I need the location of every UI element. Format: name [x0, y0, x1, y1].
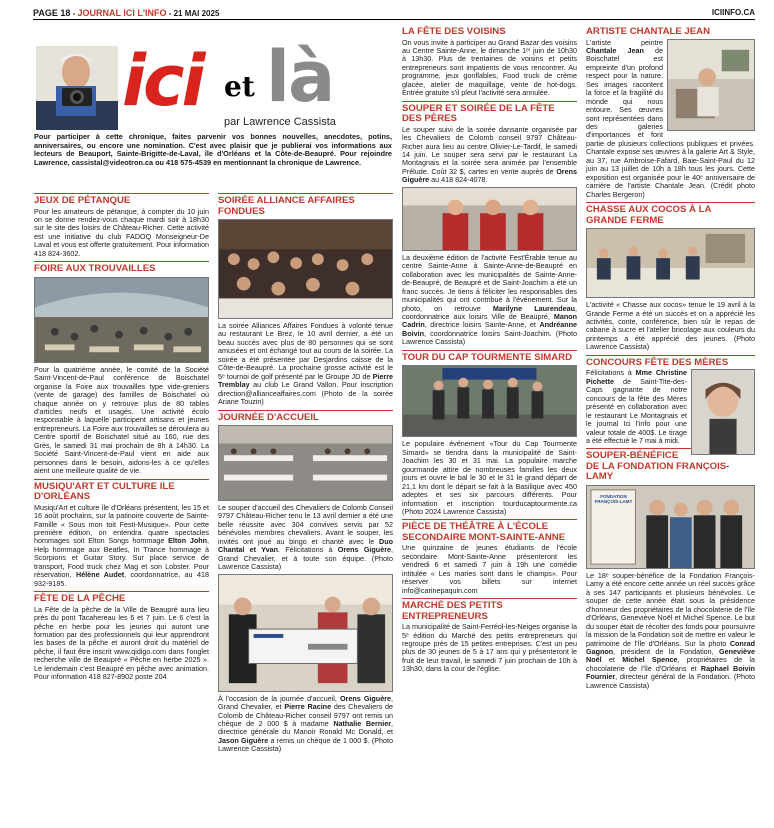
theatre-title: PIÈCE DE THÉÂTRE À L'ÉCOLE SECONDAIRE MONT-SAINTE-ANNE	[402, 519, 577, 543]
artiste-body: L'artiste peintre Chantale Jean de Boischatel est empreinte d'un profond respect pour la nature. Ses images racontent la force et la fragilité du monde qui nous entoure. Ses œuvres sont représentées dans des galeries d'importances et font partie de plusieurs collections publiques et privées. Chantale expose ses œuvres à la galerie Art & Style, au 37, rue Ambroise-Fafard, Baie-Saint-Paul du 12 juin au 13 juillet de 10h à 18h tous les jours. Cette exposition est organisée pour le 40ᵉ anniversaire de carrière de l'artiste Chantale Jean. (Crédit photo Charles Bergeron)	[586, 37, 755, 199]
marche-body: La municipalité de Saint-Ferréol-les-Neiges organise la 5ᵉ édition du Marché des petits entrepreneurs qui regroupe près de 15 petites entreprises. C'est un peu plus de 30 jeunes de 5 à 17 ans qui y présenteront le fruit de leur travail, le samedi 7 juin prochain de 10h à 13h30, dans la cour de l'église.	[402, 622, 577, 674]
cheque-photo	[218, 574, 393, 692]
soiree-body: La soirée Alliances Affaires Fondues à volonté tenue au restaurant Le Brez, le 10 avril dernier, a été un beau succès avec plus de 80 personnes qui se sont amusées et ont échangé tout au cours de la soirée. La soirée a été présentée par Desjardins caisse de la Côte-de-Beaupré. La prochaine grosse activité est le 5ᵉ tournoi de golf présenté par le Groupe JD de Pierre Tremblay au club Le Grand Vallon. Pour inscription direction@allianceaffaires.com (Photo de la soirée Ariane Touzin)	[218, 321, 393, 407]
page-number: PAGE 18	[33, 8, 71, 18]
lamy-photo	[586, 485, 755, 569]
peres-body: Le souper suivi de la soirée dansante organisée par les Chevaliers de Colomb conseil 9797 Château-Richer aura lieu au centre Olivier-Le-Tardif, le samedi 14 juin. Le souper sera servi par le restaurant La Montagnais et la soirée sera animée par l'ensemble Prélude. Coût 32 $, cartes en vente auprès de Orens Giguère au 418 824-4078.	[402, 124, 577, 185]
column-3	[402, 22, 577, 674]
accueil-photo	[218, 425, 393, 501]
cocos-body: L'activité « Chasse aux cocos» tenue le 19 avril à la Grande Ferme a été un succès et on a apprécié les activités, conte, conférence, bien sûr le repas de cabane à sucre et l'atelier bricolage aux couleurs du printemps a été apprécié des jeunes. (Photo Lawrence Cassista)	[586, 300, 755, 352]
petanque-title: JEUX DE PÉTANQUE	[34, 193, 209, 207]
masthead-la: là	[266, 36, 334, 118]
voisins-title: LA FÊTE DES VOISINS	[402, 26, 506, 37]
petanque-body: Pour les amateurs de pétanque, à compter du 10 juin on se donne rendez-vous chaque mardi soir à 18h30 sur le site des loisirs de Château-Richer. Cette activité est une initiative du club FADOQ Monseigneur-De Laval et vous est offerte gratuitement. Pour information 418 824-3602.	[34, 206, 209, 258]
soiree-photo	[218, 219, 393, 319]
tour-photo	[402, 365, 577, 437]
peche-title: FÊTE DE LA PÊCHE	[34, 591, 209, 605]
peche-body: La Fête de la pêche de la Ville de Beaupré aura lieu près du pont Tacahereau les 6 et 7 juin. Le 6 c'est la pêche en herbe pour les jeunes qui auront une formation par des professionnels qui leur apprendront les bases de la pêche et auront droit du matériel de pêche, il faut être inscrit www.qidigo.com dans l'onglet recherche ville de Beaupré « Pêche en herbe 2025 ». Le lendemain c'est Beaupré en pêche avec animation. Pour information 418 827-8902 poste 204	[34, 604, 209, 682]
marche-title: MARCHÉ DES PETITS ENTREPRENEURS	[402, 598, 577, 622]
column-2	[218, 190, 393, 754]
artiste-title: ARTISTE CHANTALE JEAN	[586, 26, 711, 37]
theatre-body: Une quinzaine de jeunes étudiants de l'école secondaire Mont-Sainte-Anne présenteront les vendredi 6 et samedi 7 juin à 19h une comédie intitulée « Les maries sont dans le champs». Pour réserver vos billets sur internet info@carinepaquin.com	[402, 543, 577, 595]
musiqu-title: MUSIQU'ART ET CULTURE ILE D'ORLÉANS	[34, 479, 209, 503]
accueil-body: Le souper d'accueil des Chevaliers de Colomb Conseil 9797 Château-Richer tenu le 13 avril dernier a été une belle réussite avec 304 convives servis par 52 bénévoles membres chevaliers. Avant le souper, les invités ont joué au bingo et chanté avec le Duo Chantal et Yvan. Félicitations à Orens Giguère, Grand Chevalier, et à toute son équipe. (Photo Lawrence Cassista)	[218, 503, 393, 572]
issue-date: 21 MAI 2025	[173, 9, 220, 18]
meres-photo	[691, 369, 755, 455]
meres-title: CONCOURS FÊTE DES MÈRES	[586, 355, 755, 369]
column-1	[34, 190, 209, 682]
festerable-caption: La deuxième édition de l'activité Fest'Érable tenue au centre Sainte-Anne à Sainte-Anne-de-Beaupré en collaboration avec les municipalités de Sainte-Anne-de-Beaupré, de Beaupré et de Saint-Joachim a été un franc succès. Je tiens à féliciter les responsables des municipalités qui ont contribué à l'événement. Sur la photo, on retrouve Marilyne Laurendeau, coordonnatrice aux loisirs Ville de Beaupré, Manon Cadrin, directrice loisirs Sainte-Anne, et Andréanne Boivin, coordonnatrice loisirs Saint-Joachim. (Photo Lawrence Cassista)	[402, 252, 577, 347]
tour-body: Le populaire événement «Tour du Cap Tourmente Simard» se tiendra dans la municipalité de Saint-Joachim les 30 et 31 mai. La populaire marche gourmande attire de nombreuses familles les deux jours et ouvre le bal le 30 et le 31 le grand départ de 21,1 km dont le départ se fait à la Basilique avec 450 adeptes et ses six parcours différents. Pour information et inscription tourducaptourmente.ca (Photo 2024 Lawrence Cassista)	[402, 439, 577, 516]
masthead	[34, 36, 392, 132]
lamy-banner-text: FONDATION FRANÇOIS-LAMY	[594, 493, 633, 504]
foire-body: Pour la quatrième année, le comité de la Société Saint-Vincent-de-Paul conférence de Boischatel organise la Foire aux trouvailles type vide-greniers (vente de garage) des familles de Boischatel où chaque année on y retrouve plus de 80 tables d'articles neufs et usagés. Une activité écolo responsable à laquelle participent artisans et jeunes entrepreneurs. La Foire aux trouvailles se déroulera au Centre sportif de Boischatel situé au 160, rue des Grès, le samedi 31 mai prochain de 8h à 14h30. La Société Saint-Vincent-de-Paul vient en aide aux personnes dans le besoin, aidons-les à ce qu'elles aient une meilleure qualité de vie.	[34, 364, 209, 476]
byline: par Lawrence Cassista	[224, 116, 336, 128]
site-url: ICIINFO.CA	[711, 8, 755, 17]
festerable-photo	[402, 187, 577, 251]
cocos-title: CHASSE AUX COCOS À LA GRANDE FERME	[586, 202, 755, 226]
musiqu-body: Musiqu'Art et culture île d'Orléans présentent, les 15 et 16 août prochains, sur la patinoire couverte de Sainte-Famille « Sous mon toit Festi-Musique». Pour cette première édition, on entendra quatre spectacles hommages soit Elton Songs hommage Elton John, Help hommage aux Beatles, In Trance hommage à Scorpions et Guitar Story. Sur place service de transport, Food truck chez Mag et son Lobster. Pour réservation, Hélène Audet, coordonnatrice, au 418 932-9185.	[34, 502, 209, 588]
tour-title: TOUR DU CAP TOURMENTE SIMARD	[402, 350, 577, 364]
masthead-et: et	[224, 70, 255, 103]
soiree-title: SOIRÉE ALLIANCE AFFAIRES FONDUES	[218, 193, 393, 217]
lamy-title: SOUPER-BÉNÉFICE DE LA FONDATION FRANÇOIS-LAMY	[586, 448, 755, 483]
cocos-photo	[586, 228, 755, 298]
columnist-photo	[36, 46, 118, 130]
cheque-caption: À l'occasion de la journée d'accueil, Orens Giguère, Grand Chevalier, et Pierre Racine des Chevaliers de Colomb de Château-Richer conseil 9797 ont remis un chèque de 2 000 $ à madame Nathalie Bernier, directrice générale du Manoir Ronald Mc Donald, et Jason Giguère a remis un chèque de 1 000 $. (Photo Lawrence Cassista)	[218, 693, 394, 754]
foire-photo	[34, 277, 209, 363]
foire-title: FOIRE AUX TROUVAILLES	[34, 261, 209, 275]
voisins-body: On vous invite à participer au Grand Bazar des voisins au Centre Sainte-Anne, le dimanche 1ᵉʳ juin de 10h30 à 13h30. Plus de trentaines de voisins et petits entrepreneurs sont impatients de vous rencontrer. Au programme, jeux gonflables, Food truck de crème glacée, atelier de maquillage, vente de hot-dogs. Entrée gratuite s'il pleut l'activité sera annulée.	[402, 37, 577, 98]
peres-title: SOUPER ET SOIRÉE DE LA FÊTE DES PÈRES	[402, 101, 577, 125]
intro-text: Pour participer à cette chronique, faites parvenir vos bonnes nouvelles, anecdotes, potins, anniversaires, ou encore une nomination. C'est avec plaisir que je publierai vos informations aux lecteurs de Beauport, Sainte-Brigitte-de-Laval, île d'Orléans et la Côte-de-Beaupré. Pour rejoindre Lawrence, cassistal@videotron.ca ou 418 575-4539 en mentionnant la chronique de Lawrence.	[34, 132, 392, 167]
header-left: PAGE 18 - JOURNAL ICI L'INFO - 21 MAI 2025	[33, 8, 220, 18]
column-4	[586, 22, 755, 690]
accueil-title: JOURNÉE D'ACCUEIL	[218, 410, 393, 424]
lamy-body: Le 18ᵉ souper-bénéfice de la Fondation François-Lamy a été encore cette année un réel succès grâce à ses 147 participants et plusieurs bénévoles. Le souper de cette année était sous la présidence d'honneur des propriétaires de la chocolaterie de l'île d'Orléans, Geneviève Noël et Michel Spence. Le but du souper était de récolter des fonds pour poursuivre la mission de la Fondation soit de mettre en valeur le patrimoine de l'île d'Orléans. Sur la photo Conrad Gagnon, président de la Fondation, Geneviève Noël et Michel Spence, propriétaires de la chocolaterie de l'île d'Orléans et Raphael Boivin Fournier, directeur général de la Fondation. (Photo Lawrence Cassista)	[586, 570, 756, 690]
page-header	[33, 6, 755, 20]
journal-name: JOURNAL ICI L'INFO	[77, 8, 167, 18]
masthead-ici: ici	[122, 40, 203, 122]
artiste-photo	[667, 39, 755, 131]
meres-body: Félicitations à Mme Christine Pichette de Saint-Tite-des-Caps gagnante de notre concours de la fête des Mères présenté en collaboration avec le restaurant Le Montagnais et le journal Ici l'info pour une valeur totale de 400$. Le tirage a été effectué le 7 mai à midi.	[586, 368, 687, 445]
